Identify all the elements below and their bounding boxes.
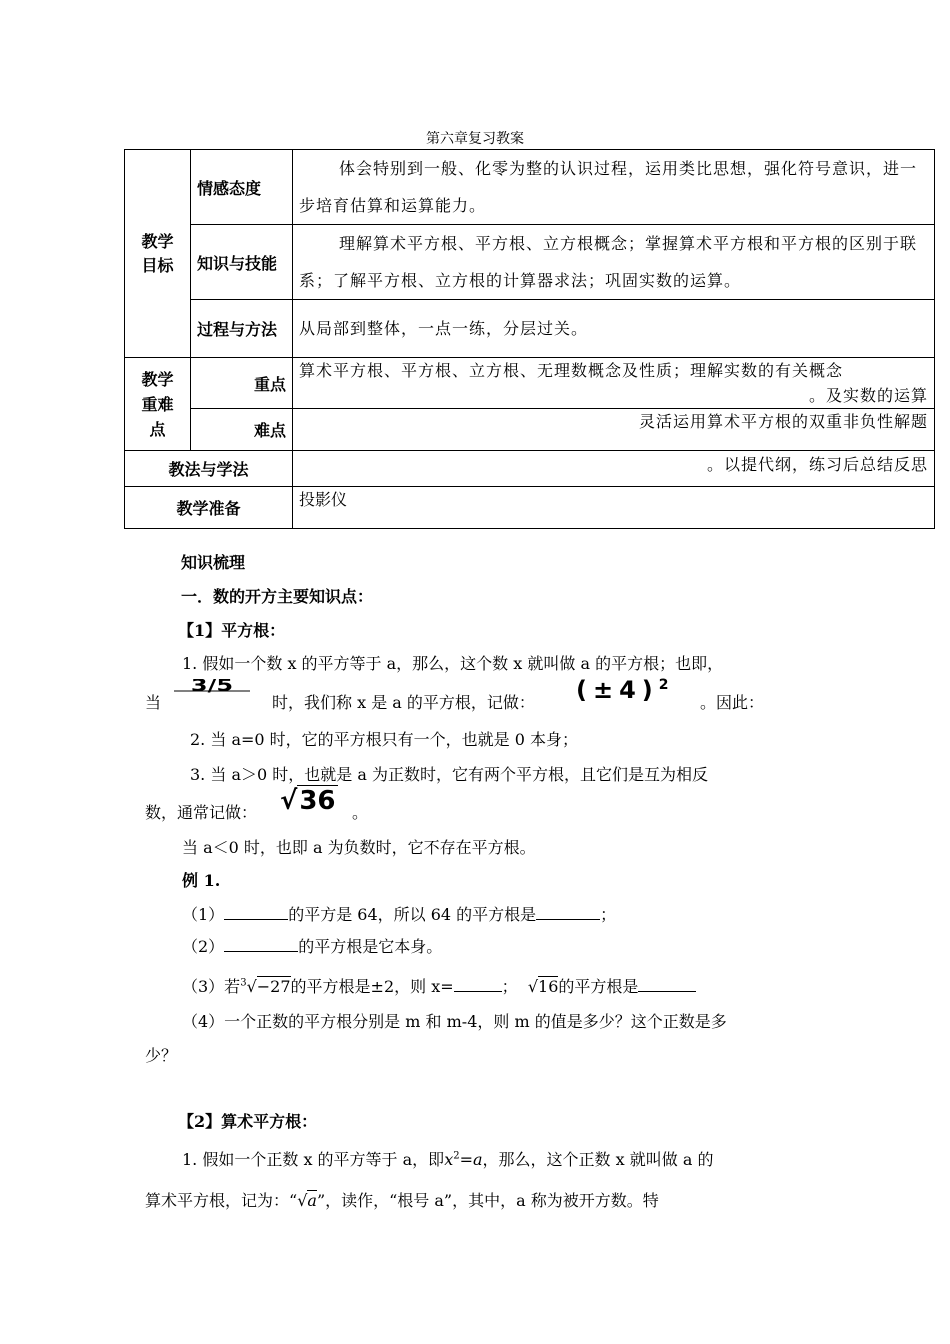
fraction-three-fifths <box>172 679 252 709</box>
example-q2: （2） 的平方根是它本身。 <box>182 937 443 956</box>
example-title: 例 1. <box>182 871 221 890</box>
knowledge-label: 知识与技能 <box>191 225 293 300</box>
sqrt-36: √36 <box>280 786 336 816</box>
prep-text: 投影仪 <box>293 487 935 529</box>
part1-p4: 当 a＜0 时，也即 a 为负数时，它不存在平方根。 <box>182 838 536 857</box>
part1-p1b-post: 。因此： <box>700 693 765 712</box>
focus-text: 算术平方根、平方根、立方根、无理数概念及性质；理解实数的有关概念 。及实数的运算 <box>293 358 935 409</box>
emotion-text: 体会特别到一般、化零为整的认识过程，运用类比思想，强化符号意识，进一步培育估算和运算能力。 <box>293 150 935 225</box>
emotion-label: 情感态度 <box>191 150 293 225</box>
knowledge-text: 理解算术平方根、平方根、立方根概念；掌握算术平方根和平方根的区别于联系；了解平方根、立方根的计算器求法；巩固实数的运算。 <box>293 225 935 300</box>
prep-label: 教学准备 <box>125 487 293 529</box>
method-text: 。以提代纲，练习后总结反思 <box>293 451 935 487</box>
teaching-goal-label: 教学目标 <box>125 150 191 358</box>
key-difficulty-label: 教学重难点 <box>125 358 191 451</box>
plus-minus-four-squared: $(\pm 4)^2$ <box>576 676 675 704</box>
difficulty-label: 难点 <box>191 409 293 451</box>
method-label: 教法与学法 <box>125 451 293 487</box>
part1-p1b-mid: 时，我们称 x 是 a 的平方根，记做： <box>272 693 535 712</box>
example-q3: （3）若$^3$√−27的平方根是±2，则 x= ； √16的平方根是 <box>182 974 696 997</box>
subsection-title: 一．数的开方主要知识点： <box>181 587 374 606</box>
part1-p3b-post: 。 <box>352 803 369 822</box>
part1-heading: 【1】平方根： <box>178 621 286 640</box>
part1-p1a: 1. 假如一个数 x 的平方等于 a，那么，这个数 x 就叫做 a 的平方根；也即， <box>182 654 724 673</box>
fraction-image <box>172 679 252 709</box>
blank-field <box>224 935 298 952</box>
blank-field <box>536 903 600 920</box>
process-text: 从局部到整体，一点一练，分层过关。 <box>293 300 935 358</box>
focus-label: 重点 <box>191 358 293 409</box>
example-q4b: 少？ <box>145 1046 178 1065</box>
process-label: 过程与方法 <box>191 300 293 358</box>
difficulty-text: 灵活运用算术平方根的双重非负性解题 <box>293 409 935 451</box>
blank-field <box>224 903 288 920</box>
part1-p3a: 3. 当 a＞0 时，也就是 a 为正数时，它有两个平方根，且它们是互为相反 <box>190 765 708 784</box>
lesson-plan-table <box>124 149 935 529</box>
part1-p2: 2. 当 a=0 时，它的平方根只有一个，也就是 0 本身； <box>190 730 579 749</box>
part1-p3b: 数，通常记做： <box>145 803 258 822</box>
part2-p1b: 算术平方根，记为：“√a”，读作，“根号 a”，其中，a 称为被开方数。特 <box>145 1191 659 1210</box>
example-q4a: （4）一个正数的平方根分别是 m 和 m-4，则 m 的值是多少？这个正数是多 <box>182 1012 727 1031</box>
svg-text:3/5: 3/5 <box>190 679 234 696</box>
part2-p1a: 1. 假如一个正数 x 的平方等于 a，即$x^2=a$，那么，这个正数 x 就叫做 a 的 <box>182 1150 714 1169</box>
blank-field <box>638 975 696 992</box>
example-q1: （1） 的平方是 64，所以 64 的平方根是 ； <box>182 905 617 924</box>
part1-p1b: 当 <box>145 693 162 712</box>
part2-heading: 【2】算术平方根： <box>178 1112 318 1131</box>
document-title: 第六章复习教案 <box>426 131 524 147</box>
blank-field <box>454 975 502 992</box>
section-title: 知识梳理 <box>181 553 246 572</box>
